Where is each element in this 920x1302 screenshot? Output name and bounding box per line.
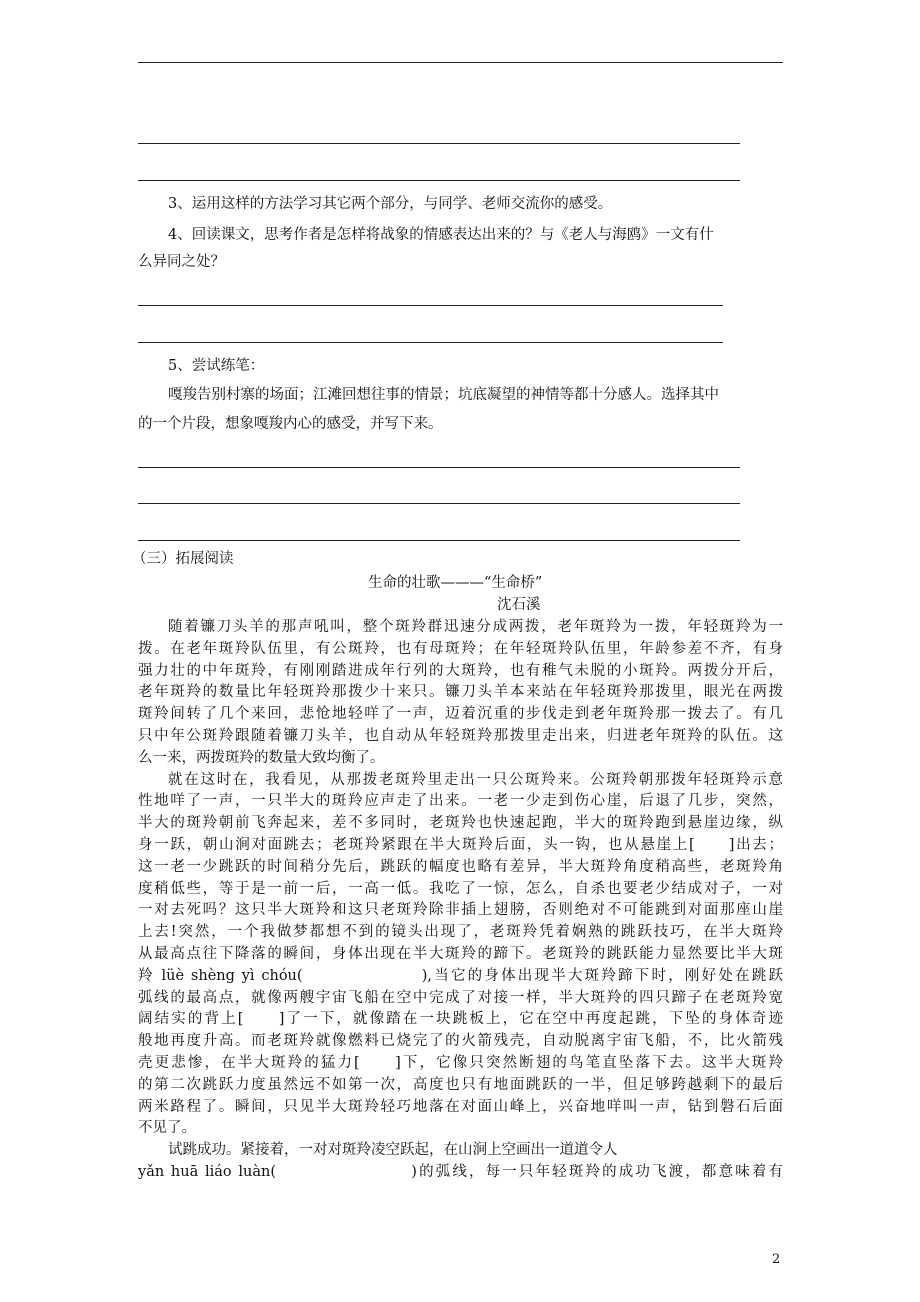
article-title: 生命的壮歌———“生命桥”	[368, 575, 543, 591]
section-heading: （三）拓展阅读	[132, 551, 234, 567]
answer-line[interactable]	[138, 180, 740, 181]
article-line: 阔结实的背上[ ]了一下，就像踏在一块跳板上，它在空中再度起跳，下坠的身体奇迹	[138, 1011, 783, 1028]
answer-line[interactable]	[138, 467, 740, 468]
article-line: yǎn huā liáo luàn( )的弧线，每一只年轻斑羚的成功飞渡，都意味着有	[138, 1163, 783, 1180]
article-line: 半大的斑羚朝前飞奔起来，差不多同时，老斑羚也快速起跑，半大的斑羚跑到悬崖边缘，纵	[138, 815, 783, 832]
article-line: 一对去死吗？这只半大斑羚和这只老斑羚除非插上翅膀，否则绝对不可能跳到对面那座山崖	[138, 902, 783, 919]
question-5-line1: 嘎羧告别村寨的场面；江滩回想往事的情景；坑底凝望的神情等都十分感人。选择其中	[168, 387, 719, 403]
article-line: 不见了。	[138, 1120, 196, 1137]
article-line: 身一跃，朝山涧对面跳去；老斑羚紧跟在半大斑羚后面，头一钩，也从悬崖上[ ]出去；	[138, 836, 783, 853]
article-line: 上去!突然，一个我做梦都想不到的镜头出现了，老斑羚凭着娴熟的跳跃技巧，在半大斑羚	[138, 924, 783, 941]
question-5-line2: 的一个片段，想象嘎羧内心的感受，并写下来。	[138, 416, 443, 432]
page-number: 2	[772, 1252, 781, 1267]
article-line: 两米路程了。瞬间，只见半大斑羚轻巧地落在对面山峰上，兴奋地咩叫一声，钻到磐石后面	[138, 1098, 783, 1115]
article-line: 强力壮的中年斑羚，有刚刚踏进成年行列的大斑羚，也有稚气未脱的小斑羚。两拨分开后，	[138, 662, 783, 679]
article-line: 从最高点往下降落的瞬间，身体出现在半大斑羚的蹄下。老斑羚的跳跃能力显然要比半大斑	[138, 945, 783, 962]
question-5-title: 5、尝试练笔：	[168, 358, 265, 374]
article-line: 性地咩了一声，一只半大的斑羚应声走了出来。一老一少走到伤心崖，后退了几步，突然，	[138, 793, 783, 810]
article-line: 只中年公斑羚跟随着镰刀头羊，也自动从年轻斑羚那拨里走出来，归进老年斑羚的队伍。这	[138, 727, 783, 744]
article-line: 拨。在老年斑羚队伍里，有公斑羚，也有母斑羚；在年轻斑羚队伍里，年龄参差不齐，有身	[138, 640, 783, 657]
question-4-line1: 4、回读课文，思考作者是怎样将战象的情感表达出来的？与《老人与海鸥》一文有什	[168, 227, 714, 243]
question-3: 3、运用这样的方法学习其它两个部分，与同学、老师交流你的感受。	[168, 196, 613, 212]
answer-line[interactable]	[138, 305, 723, 306]
article-author: 沈石溪	[497, 597, 541, 613]
article-line: 斑羚间转了几个来回，悲怆地轻咩了一声，迈着沉重的步伐走到老年斑羚那一拨去了。有几	[138, 706, 783, 723]
article-body	[138, 617, 783, 1184]
answer-line[interactable]	[138, 143, 740, 144]
article-line: 般地再度升高。而老斑羚就像燃料已烧完了的火箭残壳，自动脱离宇宙飞船，不，比火箭残	[138, 1033, 783, 1050]
article-line: 度稍低些，等于是一前一后，一高一低。我吃了一惊，怎么，自杀也要老少结成对子，一对	[138, 880, 783, 897]
answer-line[interactable]	[138, 342, 723, 343]
question-4-line2: 么异同之处？	[138, 254, 225, 270]
answer-line[interactable]	[138, 503, 740, 504]
article-line: 就在这时在，我看见，从那拨老斑羚里走出一只公斑羚来。公斑羚朝那拨年轻斑羚示意	[168, 771, 783, 788]
answer-line[interactable]	[138, 540, 740, 541]
article-line: 壳更悲惨，在半大斑羚的猛力[ ]下，它像只突然断翅的鸟笔直坠落下去。这半大斑羚	[138, 1054, 783, 1071]
article-line: 这一老一少跳跃的时间稍分先后，跳跃的幅度也略有差异，半大斑羚角度稍高些，老斑羚角	[138, 858, 783, 875]
article-line: 弧线的最高点，就像两艘宇宙飞船在空中完成了对接一样，半大斑羚的四只蹄子在老斑羚宽	[138, 989, 783, 1006]
article-line: 老年斑羚的数量比年轻斑羚那拨少十来只。镰刀头羊本来站在年轻斑羚那拨里，眼光在两拨	[138, 684, 783, 701]
article-line: 随着镰刀头羊的那声吼叫，整个斑羚群迅速分成两拨，老年斑羚为一拨，年轻斑羚为一	[168, 619, 783, 635]
article-line: 试跳成功。紧接着，一对对斑羚凌空跃起，在山涧上空画出一道道令人	[168, 1142, 618, 1159]
article-line: 羚 lüè shèng yì chóu( ),当它的身体出现半大斑羚蹄下时，刚好处在跳跃	[138, 967, 783, 984]
article-line: 么一来，两拨斑羚的数量大致均衡了。	[138, 749, 385, 766]
article-line: 的第二次跳跃力度虽然远不如第一次，高度也只有地面跳跃的一半，但足够跨越剩下的最后	[138, 1076, 783, 1093]
header-rule	[138, 62, 783, 63]
